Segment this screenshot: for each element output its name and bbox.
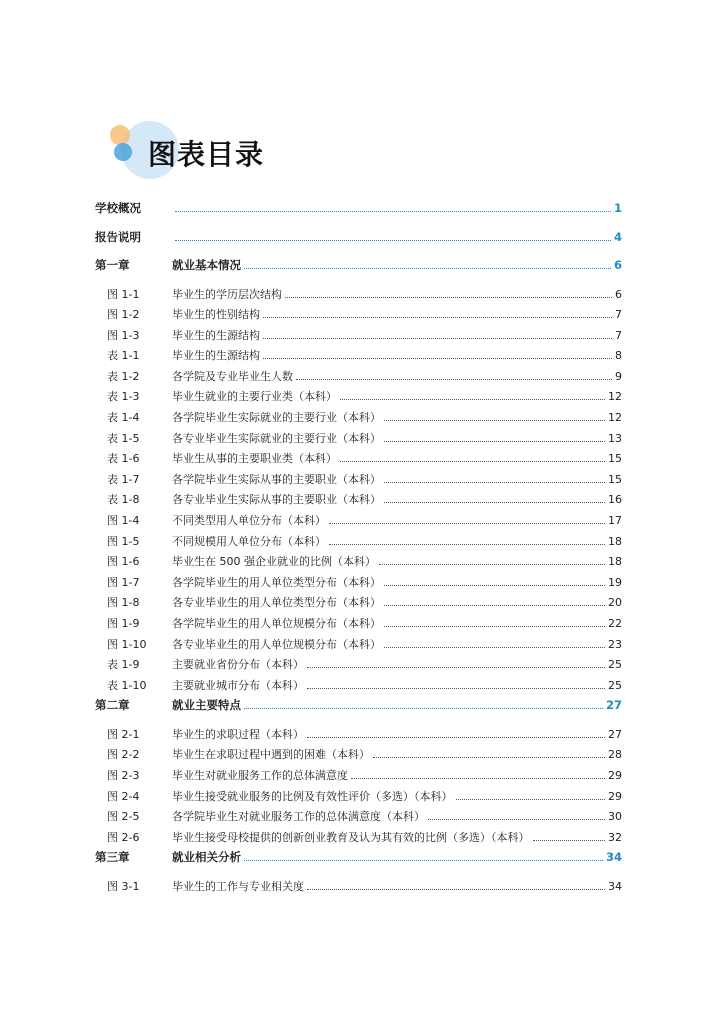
toc-label: 第三章 <box>95 850 130 865</box>
toc-label: 图 2-5 <box>107 810 140 824</box>
toc-title: 各学院毕业生实际就业的主要行业（本科） <box>172 411 381 425</box>
toc-label: 图 2-4 <box>107 789 140 803</box>
toc-label: 第一章 <box>95 258 130 272</box>
toc-dot-leader <box>340 399 605 400</box>
toc-page-number: 22 <box>608 617 622 630</box>
toc-page-number: 34 <box>608 879 622 893</box>
toc-label: 表 1-1 <box>107 349 140 363</box>
toc-section-row[interactable] <box>95 697 622 726</box>
toc-dot-leader <box>384 626 605 627</box>
toc-page-number: 27 <box>605 698 622 713</box>
toc-entry-row[interactable] <box>95 286 622 307</box>
toc-title: 毕业生在求职过程中遇到的困难（本科） <box>172 748 370 762</box>
toc-dot-leader <box>384 502 605 503</box>
toc-label: 表 1-6 <box>107 452 140 466</box>
toc-page-number: 18 <box>608 534 622 548</box>
toc-entry-row[interactable] <box>95 512 622 533</box>
toc-page-number: 12 <box>608 411 622 425</box>
toc-dot-leader <box>307 889 605 890</box>
toc-entry-row[interactable] <box>95 491 622 512</box>
toc-label: 表 1-2 <box>107 369 140 383</box>
toc-title: 毕业生的求职过程（本科） <box>172 727 304 741</box>
toc-page-number: 13 <box>608 431 622 445</box>
toc-title: 就业相关分析 <box>172 850 241 865</box>
toc-page-number: 23 <box>608 637 622 651</box>
toc-title: 毕业生从事的主要职业类（本科） <box>172 452 337 466</box>
toc-title: 毕业生的生源结构 <box>172 349 260 363</box>
toc-title: 各专业毕业生实际从事的主要职业（本科） <box>172 493 381 507</box>
toc-title: 毕业生对就业服务工作的总体满意度 <box>172 769 348 783</box>
toc-dot-leader <box>285 297 612 298</box>
toc-dot-leader <box>384 647 605 648</box>
toc-page-number: 29 <box>608 789 622 803</box>
toc-page-number: 12 <box>608 390 622 404</box>
toc-page-number: 17 <box>608 514 622 528</box>
toc-title: 主要就业省份分布（本科） <box>172 658 304 672</box>
toc-label: 图 1-10 <box>107 637 147 651</box>
toc-dot-leader <box>384 420 605 421</box>
toc-dot-leader <box>329 544 605 545</box>
toc-title: 毕业生在 500 强企业就业的比例（本科） <box>172 555 376 569</box>
toc-page-number: 20 <box>608 596 622 610</box>
toc-page-number: 32 <box>608 830 622 844</box>
toc-label: 图 1-9 <box>107 617 140 630</box>
toc-entry-row[interactable] <box>95 656 622 677</box>
toc-dot-leader <box>428 819 605 820</box>
toc-entry-row[interactable] <box>95 574 622 595</box>
toc-dot-leader <box>373 757 605 758</box>
toc-page-number: 6 <box>613 258 622 272</box>
toc-page-number: 6 <box>615 287 622 301</box>
toc-entry-row[interactable] <box>95 746 622 767</box>
toc-label: 图 2-2 <box>107 748 140 762</box>
toc-label: 表 1-10 <box>107 678 147 692</box>
toc-entry-row[interactable] <box>95 327 622 348</box>
toc-title: 主要就业城市分布（本科） <box>172 678 304 692</box>
toc-title: 各学院毕业生实际从事的主要职业（本科） <box>172 472 381 486</box>
toc-title: 不同类型用人单位分布（本科） <box>172 514 326 528</box>
toc-label: 表 1-3 <box>107 390 140 404</box>
toc-dot-leader <box>329 523 605 524</box>
toc-dot-leader <box>307 737 605 738</box>
toc-page-number: 15 <box>608 452 622 466</box>
toc-page-number: 27 <box>608 727 622 741</box>
toc-page-number: 15 <box>608 472 622 486</box>
toc-title: 各专业毕业生的用人单位类型分布（本科） <box>172 596 381 610</box>
toc-dot-leader <box>307 688 605 689</box>
toc-label: 图 1-6 <box>107 555 140 569</box>
toc-dot-leader <box>384 441 605 442</box>
toc-label: 报告说明 <box>95 229 141 244</box>
toc-entry-row[interactable] <box>95 636 622 657</box>
toc-label: 表 1-4 <box>107 411 140 425</box>
toc-page-number: 1 <box>613 201 622 215</box>
toc-label: 图 1-3 <box>107 328 140 342</box>
toc-title: 毕业生的生源结构 <box>172 328 260 342</box>
toc-label: 图 2-1 <box>107 727 140 741</box>
toc-entry-row[interactable] <box>95 471 622 492</box>
toc-entry-row[interactable] <box>95 594 622 615</box>
toc-entry-row[interactable] <box>95 347 622 368</box>
toc-page-number: 19 <box>608 575 622 589</box>
toc-label: 表 1-8 <box>107 493 140 507</box>
toc-dot-leader <box>244 268 611 269</box>
toc-title: 就业基本情况 <box>172 258 241 272</box>
toc-dot-leader <box>263 317 612 318</box>
toc-entry-row[interactable] <box>95 409 622 430</box>
toc-label: 学校概况 <box>95 201 141 215</box>
table-of-contents <box>95 200 622 899</box>
toc-page-number: 16 <box>608 493 622 507</box>
title-decoration-circle-orange <box>110 125 130 145</box>
toc-dot-leader <box>384 605 605 606</box>
toc-dot-leader <box>244 860 603 861</box>
page-title: 图表目录 <box>148 138 265 171</box>
toc-dot-leader <box>384 585 605 586</box>
toc-title: 毕业生的学历层次结构 <box>172 287 282 301</box>
toc-dot-leader <box>307 667 605 668</box>
toc-label: 图 1-8 <box>107 596 140 610</box>
toc-title: 各学院毕业生对就业服务工作的总体满意度（本科） <box>172 810 425 824</box>
toc-title: 就业主要特点 <box>172 698 241 713</box>
toc-page-number: 8 <box>615 349 622 363</box>
toc-entry-row[interactable] <box>95 788 622 809</box>
toc-entry-row[interactable] <box>95 677 622 698</box>
toc-section-row[interactable] <box>95 849 622 878</box>
toc-entry-row[interactable] <box>95 615 622 636</box>
toc-label: 图 1-5 <box>107 534 140 548</box>
toc-page-number: 4 <box>613 229 622 244</box>
toc-label: 第二章 <box>95 698 130 713</box>
toc-label: 表 1-5 <box>107 431 140 445</box>
toc-dot-leader <box>296 379 612 380</box>
toc-label: 图 2-6 <box>107 830 140 844</box>
toc-title: 不同规模用人单位分布（本科） <box>172 534 326 548</box>
toc-entry-row[interactable] <box>95 533 622 554</box>
toc-title: 各学院及专业毕业生人数 <box>172 369 293 383</box>
toc-page-number: 25 <box>608 658 622 672</box>
toc-entry-row[interactable] <box>95 726 622 747</box>
toc-label: 图 2-3 <box>107 769 140 783</box>
toc-section-row[interactable] <box>95 229 622 258</box>
toc-title: 各专业毕业生实际就业的主要行业（本科） <box>172 431 381 445</box>
toc-entry-row[interactable] <box>95 306 622 327</box>
toc-section-row[interactable] <box>95 257 622 286</box>
toc-entry-row[interactable] <box>95 388 622 409</box>
toc-label: 表 1-9 <box>107 658 140 672</box>
toc-label: 表 1-7 <box>107 472 140 486</box>
toc-entry-row[interactable] <box>95 808 622 829</box>
toc-dot-leader <box>263 358 612 359</box>
toc-title: 毕业生就业的主要行业类（本科） <box>172 390 337 404</box>
toc-entry-row[interactable] <box>95 829 622 850</box>
toc-dot-leader <box>175 211 611 212</box>
toc-dot-leader <box>533 840 606 841</box>
toc-section-row[interactable] <box>95 200 622 229</box>
toc-dot-leader <box>175 240 611 241</box>
toc-page-number: 28 <box>608 748 622 762</box>
toc-dot-leader <box>456 799 606 800</box>
toc-label: 图 1-2 <box>107 308 140 322</box>
toc-label: 图 3-1 <box>107 879 140 893</box>
toc-entry-row[interactable] <box>95 878 622 899</box>
toc-dot-leader <box>263 338 612 339</box>
toc-title: 毕业生接受就业服务的比例及有效性评价（多选）（本科） <box>172 789 453 803</box>
toc-dot-leader <box>384 482 605 483</box>
toc-entry-row[interactable] <box>95 767 622 788</box>
toc-page-number: 34 <box>605 850 622 865</box>
toc-entry-row[interactable] <box>95 450 622 471</box>
toc-page-number: 7 <box>615 308 622 322</box>
toc-dot-leader <box>244 708 603 709</box>
toc-title: 毕业生的工作与专业相关度 <box>172 879 304 893</box>
toc-page-number: 7 <box>615 328 622 342</box>
toc-entry-row[interactable] <box>95 368 622 389</box>
toc-title: 毕业生接受母校提供的创新创业教育及认为其有效的比例（多选）（本科） <box>172 830 530 844</box>
toc-dot-leader <box>379 564 605 565</box>
toc-dot-leader <box>340 461 605 462</box>
toc-label: 图 1-4 <box>107 514 140 528</box>
toc-page-number: 25 <box>608 678 622 692</box>
toc-entry-row[interactable] <box>95 430 622 451</box>
toc-label: 图 1-7 <box>107 575 140 589</box>
toc-title: 各学院毕业生的用人单位类型分布（本科） <box>172 575 381 589</box>
toc-page-number: 9 <box>615 369 622 383</box>
toc-page-number: 30 <box>608 810 622 824</box>
toc-entry-row[interactable] <box>95 553 622 574</box>
toc-label: 图 1-1 <box>107 287 140 301</box>
toc-title: 各学院毕业生的用人单位规模分布（本科） <box>172 617 381 630</box>
toc-page-number: 29 <box>608 769 622 783</box>
toc-title: 毕业生的性别结构 <box>172 308 260 322</box>
toc-title: 各专业毕业生的用人单位规模分布（本科） <box>172 637 381 651</box>
toc-dot-leader <box>351 778 605 779</box>
toc-page-number: 18 <box>608 555 622 569</box>
title-decoration-circle-small <box>114 143 132 161</box>
